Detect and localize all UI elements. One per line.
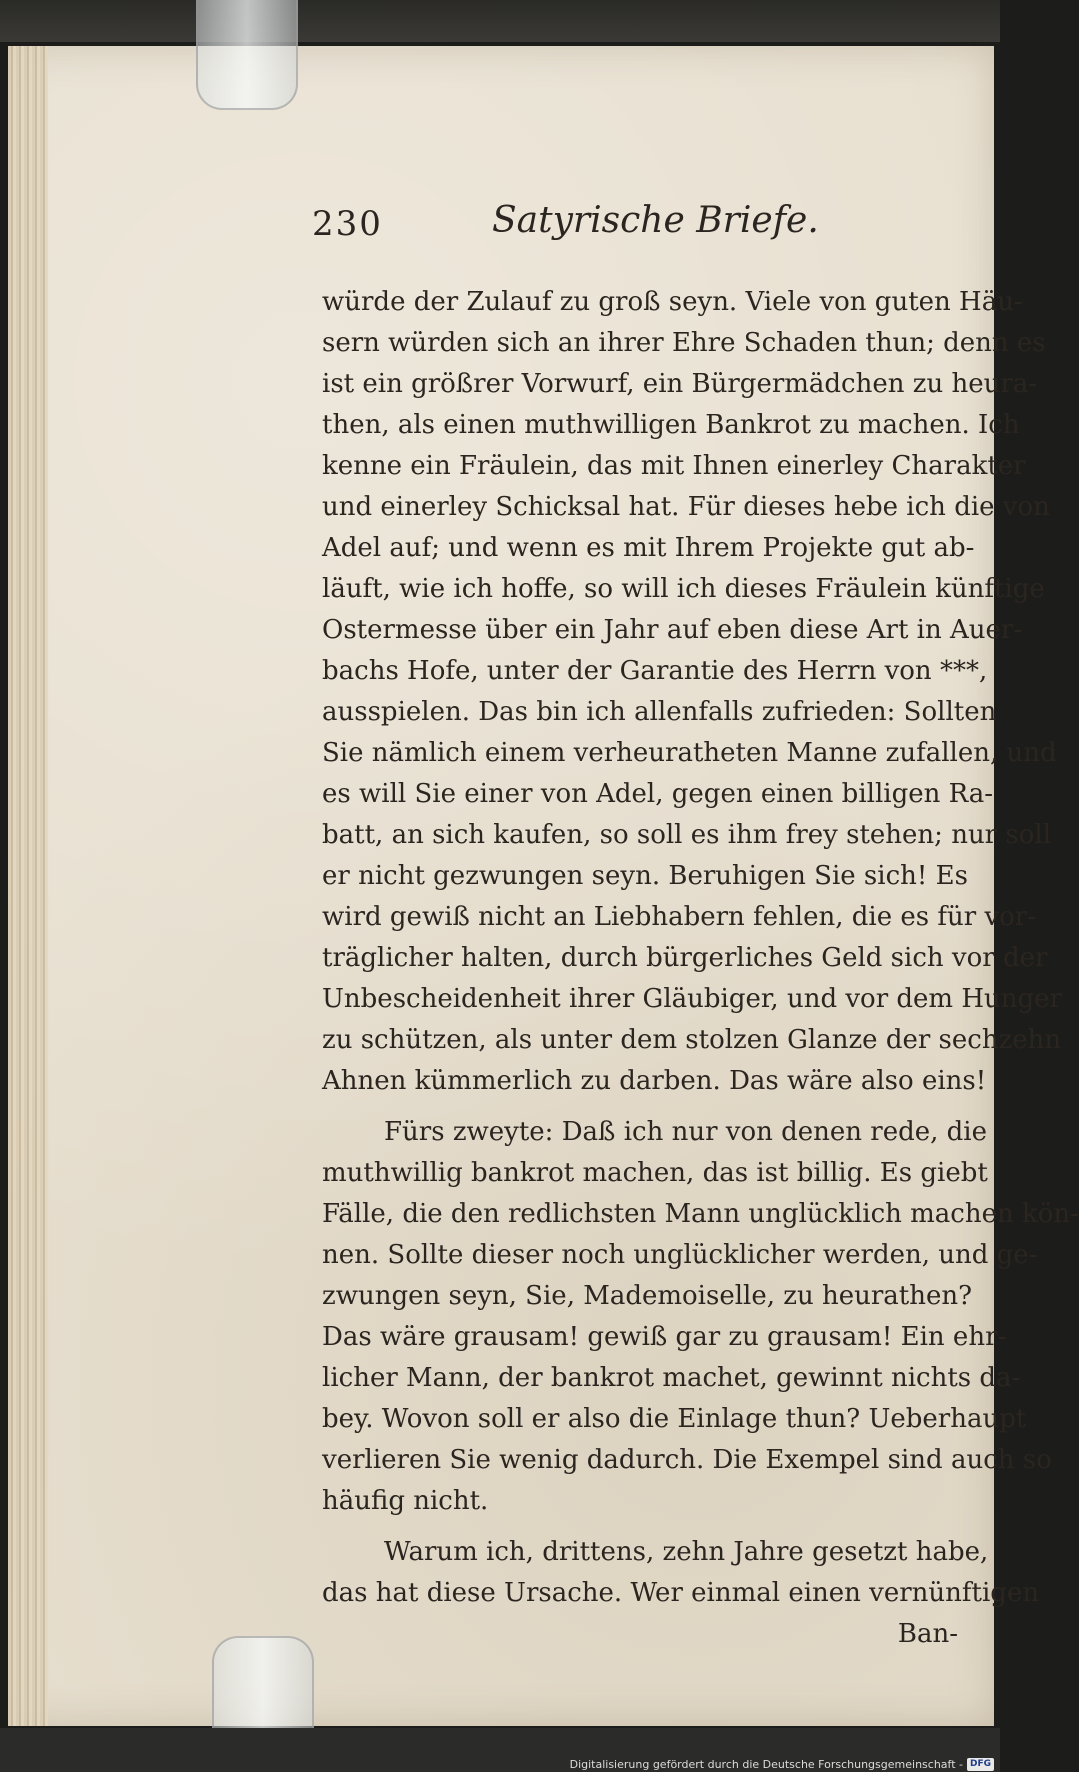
text-line: licher Mann, der bankrot machet, gewinnt nichts da- — [322, 1363, 1021, 1393]
scanner-top-bar — [0, 0, 1000, 42]
paragraph — [322, 1112, 1079, 1522]
digitization-credit — [570, 1756, 994, 1772]
text-line: Unbescheidenheit ihrer Gläubiger, und vor dem Hunger — [322, 984, 1062, 1014]
text-line: Sie nämlich einem verheuratheten Manne zufallen, und — [322, 738, 1057, 768]
credit-text: Digitalisierung gefördert durch die Deutsche Forschungsgemeinschaft - — [569, 1757, 963, 1771]
text-line: und einerley Schicksal hat. Für dieses hebe ich die von — [322, 492, 1050, 522]
glass-clip-top — [196, 0, 298, 110]
text-line: wird gewiß nicht an Liebhabern fehlen, die es für vor- — [322, 902, 1037, 932]
text-line: sern würden sich an ihrer Ehre Schaden thun; denn es — [322, 328, 1046, 358]
body-text — [322, 282, 1079, 1655]
page-header — [312, 200, 952, 256]
text-line: then, als einen muthwilligen Bankrot zu machen. Ich — [322, 410, 1020, 440]
paragraph — [322, 1532, 1040, 1614]
page-stack-edge — [8, 46, 48, 1726]
text-line: Das wäre grausam! gewiß gar zu grausam! Ein ehr- — [322, 1322, 1007, 1352]
text-line: Ostermesse über ein Jahr auf eben diese Art in Auer- — [322, 615, 1023, 645]
text-line: Ahnen kümmerlich zu darben. Das wäre also eins! — [322, 1066, 987, 1096]
text-line: ist ein größrer Vorwurf, ein Bürgermädchen zu heura- — [322, 369, 1038, 399]
text-line: bachs Hofe, unter der Garantie des Herrn von ***, — [322, 656, 988, 686]
text-line: verlieren Sie wenig dadurch. Die Exempel sind auch so — [322, 1445, 1052, 1475]
text-line: muthwillig bankrot machen, das ist billig. Es giebt — [322, 1158, 988, 1188]
text-line: ausspielen. Das bin ich allenfalls zufrieden: Sollten — [322, 697, 997, 727]
text-line: nen. Sollte dieser noch unglücklicher werden, und ge- — [322, 1240, 1038, 1270]
text-line: zu schützen, als unter dem stolzen Glanze der sechzehn — [322, 1025, 1062, 1055]
text-line: bey. Wovon soll er also die Einlage thun? Ueberhaupt — [322, 1404, 1027, 1434]
catchword: Ban- — [897, 1619, 958, 1649]
text-line: das hat diese Ursache. Wer einmal einen vernünftigen — [322, 1578, 1040, 1608]
text-line: es will Sie einer von Adel, gegen einen billigen Ra- — [322, 779, 994, 809]
text-line: würde der Zulauf zu groß seyn. Viele von guten Häu- — [322, 287, 1023, 317]
text-line: Fürs zweyte: Daß ich nur von denen rede, die — [384, 1117, 988, 1147]
text-line: kenne ein Fräulein, das mit Ihnen einerley Charakter — [322, 451, 1026, 481]
text-line: zwungen seyn, Sie, Mademoiselle, zu heurathen? — [322, 1281, 973, 1311]
text-line: Adel auf; und wenn es mit Ihrem Projekte gut ab- — [322, 533, 975, 563]
text-line: batt, an sich kaufen, so soll es ihm frey stehen; nur soll — [322, 820, 1052, 850]
page-number: 230 — [312, 204, 383, 244]
text-line: Fälle, die den redlichsten Mann unglücklich machen kön- — [322, 1199, 1079, 1229]
dfg-logo: DFG — [967, 1758, 994, 1771]
text-line: träglicher halten, durch bürgerliches Geld sich vor der — [322, 943, 1048, 973]
text-line: läuft, wie ich hoffe, so will ich dieses Fräulein künftige — [322, 574, 1045, 604]
text-line: häufig nicht. — [322, 1486, 489, 1516]
running-title: Satyrische Briefe. — [492, 200, 819, 241]
text-line: Warum ich, drittens, zehn Jahre gesetzt habe, — [384, 1537, 989, 1567]
text-line: er nicht gezwungen seyn. Beruhigen Sie sich! Es — [322, 861, 968, 891]
paragraph — [322, 282, 1062, 1102]
